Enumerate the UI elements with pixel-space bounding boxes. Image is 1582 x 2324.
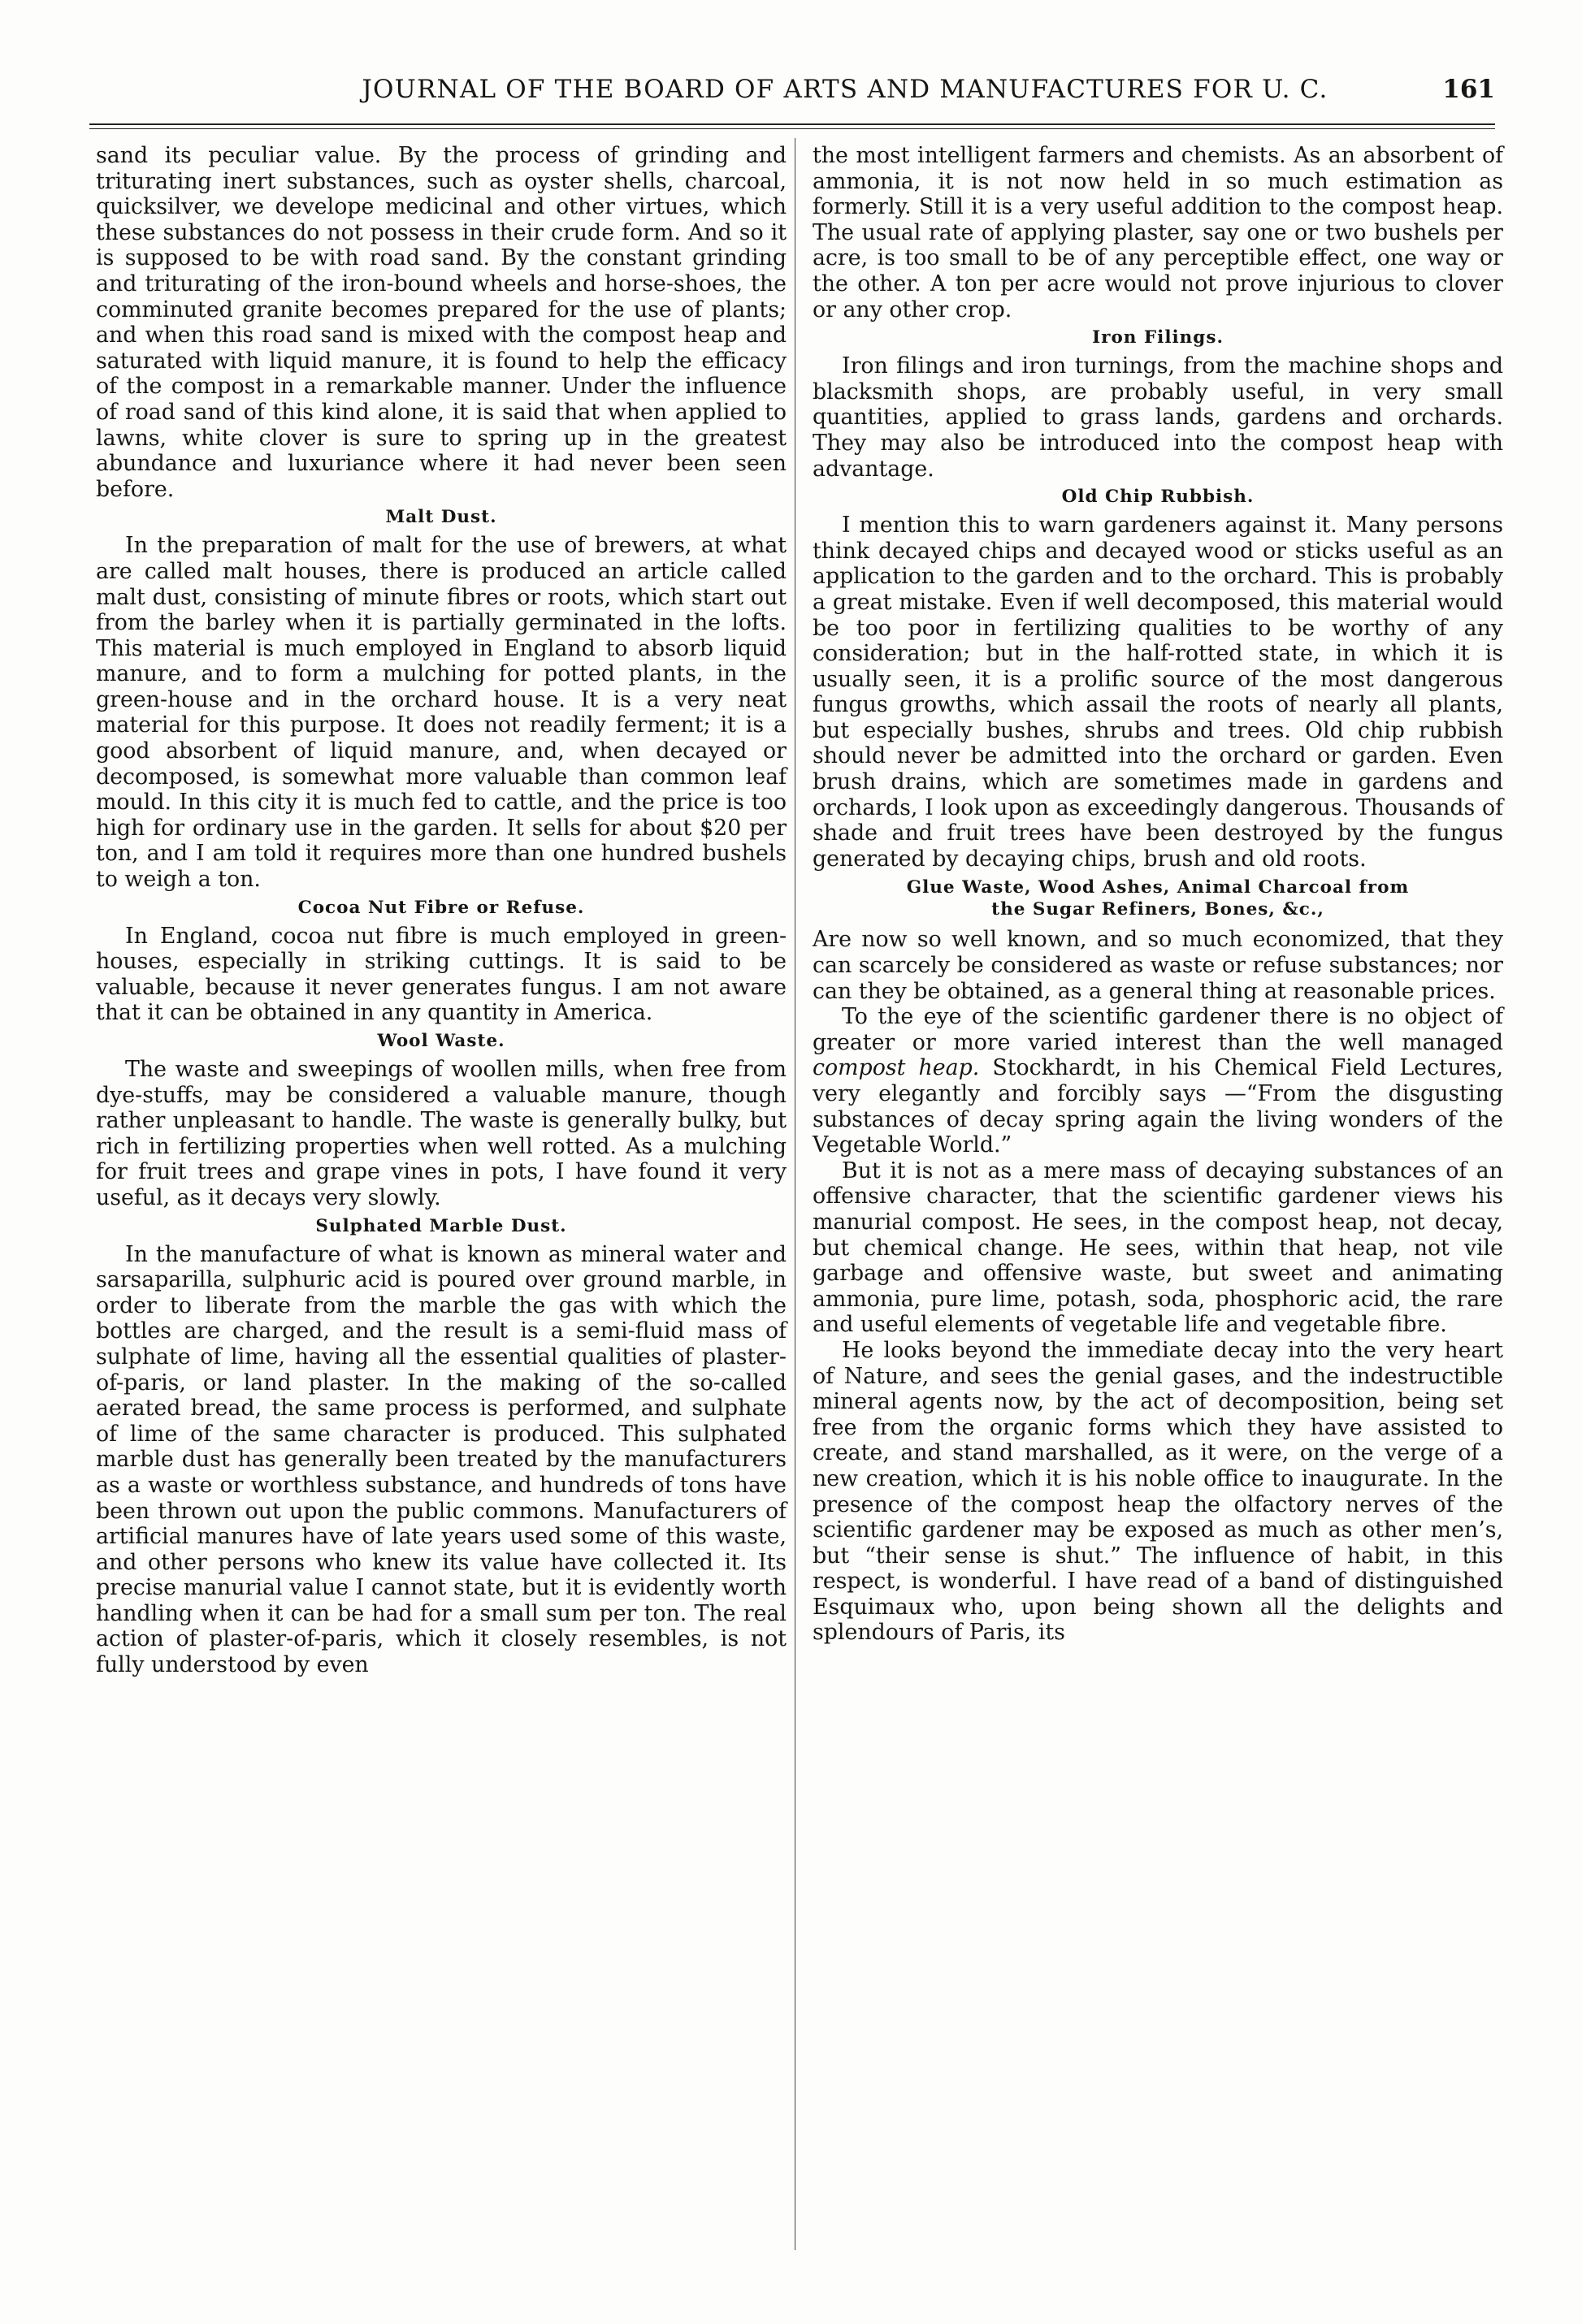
heading-sulphated-marble-dust: Sulphated Marble Dust.	[315, 1215, 567, 1236]
heading-glue-waste	[813, 876, 1503, 920]
heading-iron-filings: Iron Filings.	[1092, 327, 1224, 348]
heading-old-chip-rubbish: Old Chip Rubbish.	[1061, 487, 1255, 508]
paragraph-compost-eye	[813, 1004, 1503, 1158]
paragraph-mere-mass: But it is not as a mere mass of decaying substances of an offensive character, that the scientific gardener views his manurial compost. He sees, in the compost heap, not decay, but chemical change. He sees, within that heap, not vile garbage and offensive waste, but sweet and animating ammonia, pure lime, potash, soda, phosphoric acid, the rare and useful elements of vegetable life and vegetable fibre.	[813, 1158, 1503, 1338]
paragraph-cocoa-nut-fibre: In England, cocoa nut fibre is much employed in green-houses, especially in striking cuttings. It is said to be valuable, because it never generates fungus. I am not aware that it can be obtained in any quantity in America.	[96, 923, 787, 1026]
header-rule	[89, 123, 1495, 125]
paragraph-sulphated-marble-dust: In the manufacture of what is known as mineral water and sarsaparilla, sulphuric acid is poured over ground marble, in order to liberate from the marble the gas with which the bottles are charged, and the result is a semi-fluid mass of sulphate of lime, having all the essential qualities of plaster-of-paris, or land plaster. In the making of the so-called aerated bread, the same process is performed, and sulphate of lime of the same character is produced. This sulphated marble dust has generally been treated by the manufacturers as a waste or worthless substance, and hundreds of tons have been thrown out upon the public commons. Manufacturers of artificial manures have of late years used some of this waste, and other persons who knew its value have collected it. Its precise manurial value I cannot state, but it is evidently worth handling when it can be had for a small sum per ton. The real action of plaster-of-paris, which it closely resembles, is not fully understood by even	[96, 1241, 787, 1678]
header-rule-thin	[89, 128, 1495, 129]
heading-wool-waste: Wool Waste.	[377, 1031, 505, 1051]
paragraph-compost-eye-part-a: To the eye of the scientific gardener there is no object of greater or more varied interest than the well managed	[813, 1004, 1503, 1055]
heading-glue-waste-line-1: Glue Waste, Wood Ashes, Animal Charcoal from	[906, 877, 1410, 898]
left-column	[96, 143, 787, 1678]
compost-heap-emphasis: compost heap.	[813, 1055, 980, 1081]
page-number: 161	[1442, 75, 1495, 104]
heading-cocoa-nut-fibre: Cocoa Nut Fibre or Refuse.	[297, 897, 585, 918]
paragraph-glue-waste: Are now so well known, and so much economized, that they can scarcely be considered as waste or refuse substances; nor can they be obtained, as a general thing at reasonable prices.	[813, 927, 1503, 1004]
paragraph-compost-eye-part-b: Stockhardt, in his Chemical Field Lectures, very elegantly and forcibly says —“From the disgusting substances of decay spring again the living wonders of the Vegetable World.”	[813, 1055, 1504, 1158]
paragraph-iron-filings: Iron filings and iron turnings, from the machine shops and blacksmith shops, are probably useful, in very small quantities, applied to grass lands, gardens and orchards. They may also be introduced into the compost heap with advantage.	[813, 353, 1503, 482]
heading-glue-waste-line-2: the Sugar Refiners, Bones, &c.,	[991, 899, 1324, 920]
paragraph-looks-beyond: He looks beyond the immediate decay into the very heart of Nature, and sees the genial gases, and the indestructible mineral agents now, by the act of decomposition, being set free from the organic forms which they have assisted to create, and stand marshalled, as it were, on the verge of a new creation, which it is his noble office to inaugurate. In the presence of the compost heap the olfactory nerves of the scientific gardener may be exposed as much as other men’s, but “their sense is shut.” The influence of habit, in this respect, is wonderful. I have read of a band of distinguished Esquimaux who, upon being shown all the delights and splendours of Paris, its	[813, 1337, 1503, 1646]
paragraph-wool-waste: The waste and sweepings of woollen mills, when free from dye-stuffs, may be considered a valuable manure, though rather unpleasant to handle. The waste is generally bulky, but rich in fertilizing properties when well rotted. As a mulching for fruit trees and grape vines in pots, I have found it very useful, as it decays very slowly.	[96, 1057, 787, 1210]
right-column	[813, 143, 1503, 1646]
paragraph-plaster-continued: the most intelligent farmers and chemists. As an absorbent of ammonia, it is not now held in so much estimation as formerly. Still it is a very useful addition to the compost heap. The usual rate of applying plaster, say one or two bushels per acre, is too small to be of any perceptible effect, one way or the other. A ton per acre would not prove injurious to clover or any other crop.	[813, 143, 1503, 322]
paragraph-road-sand: sand its peculiar value. By the process of grinding and triturating inert substances, such as oyster shells, charcoal, quicksilver, we develope medicinal and other virtues, which these substances do not possess in their crude form. And so it is supposed to be with road sand. By the constant grinding and triturating of the iron-bound wheels and horse-shoes, the comminuted granite becomes prepared for the use of plants; and when this road sand is mixed with the compost heap and saturated with liquid manure, it is found to help the efficacy of the compost in a remarkable manner. Under the influence of road sand of this kind alone, it is said that when applied to lawns, white clover is sure to spring up in the greatest abundance and luxuriance where it had never been seen before.	[96, 143, 787, 502]
paragraph-old-chip-rubbish: I mention this to warn gardeners against it. Many persons think decayed chips and decayed wood or sticks useful as an application to the garden and to the orchard. This is probably a great mistake. Even if well decomposed, this material would be too poor in fertilizing qualities to be worthy of any consideration; but in the half-rotted state, in which it is usually seen, it is a prolific source of the most dangerous fungus growths, which assail the roots of nearly all plants, but especially bushes, shrubs and trees. Old chip rubbish should never be admitted into the orchard or garden. Even brush drains, which are sometimes made in gardens and orchards, I look upon as exceedingly dangerous. Thousands of shade and fruit trees have been destroyed by the fungus generated by decaying chips, brush and old roots.	[813, 513, 1503, 872]
heading-malt-dust: Malt Dust.	[385, 507, 497, 528]
running-head	[89, 73, 1495, 106]
running-title: JOURNAL OF THE BOARD OF ARTS AND MANUFACTURES FOR U. C.	[362, 75, 1328, 104]
paragraph-malt-dust: In the preparation of malt for the use of brewers, at what are called malt houses, there is produced an article called malt dust, consisting of minute fibres or roots, which start out from the barley when it is partially germinated in the lofts. This material is much employed in England to absorb liquid manure, and to form a mulching for potted plants, in the green-house and in the orchard house. It is a very neat material for this purpose. It does not readily ferment; it is a good absorbent of liquid manure, and, when decayed or decomposed, is somewhat more valuable than common leaf mould. In this city it is much fed to cattle, and the price is too high for ordinary use in the garden. It sells for about $20 per ton, and I am told it requires more than one hundred bushels to weigh a ton.	[96, 533, 787, 893]
